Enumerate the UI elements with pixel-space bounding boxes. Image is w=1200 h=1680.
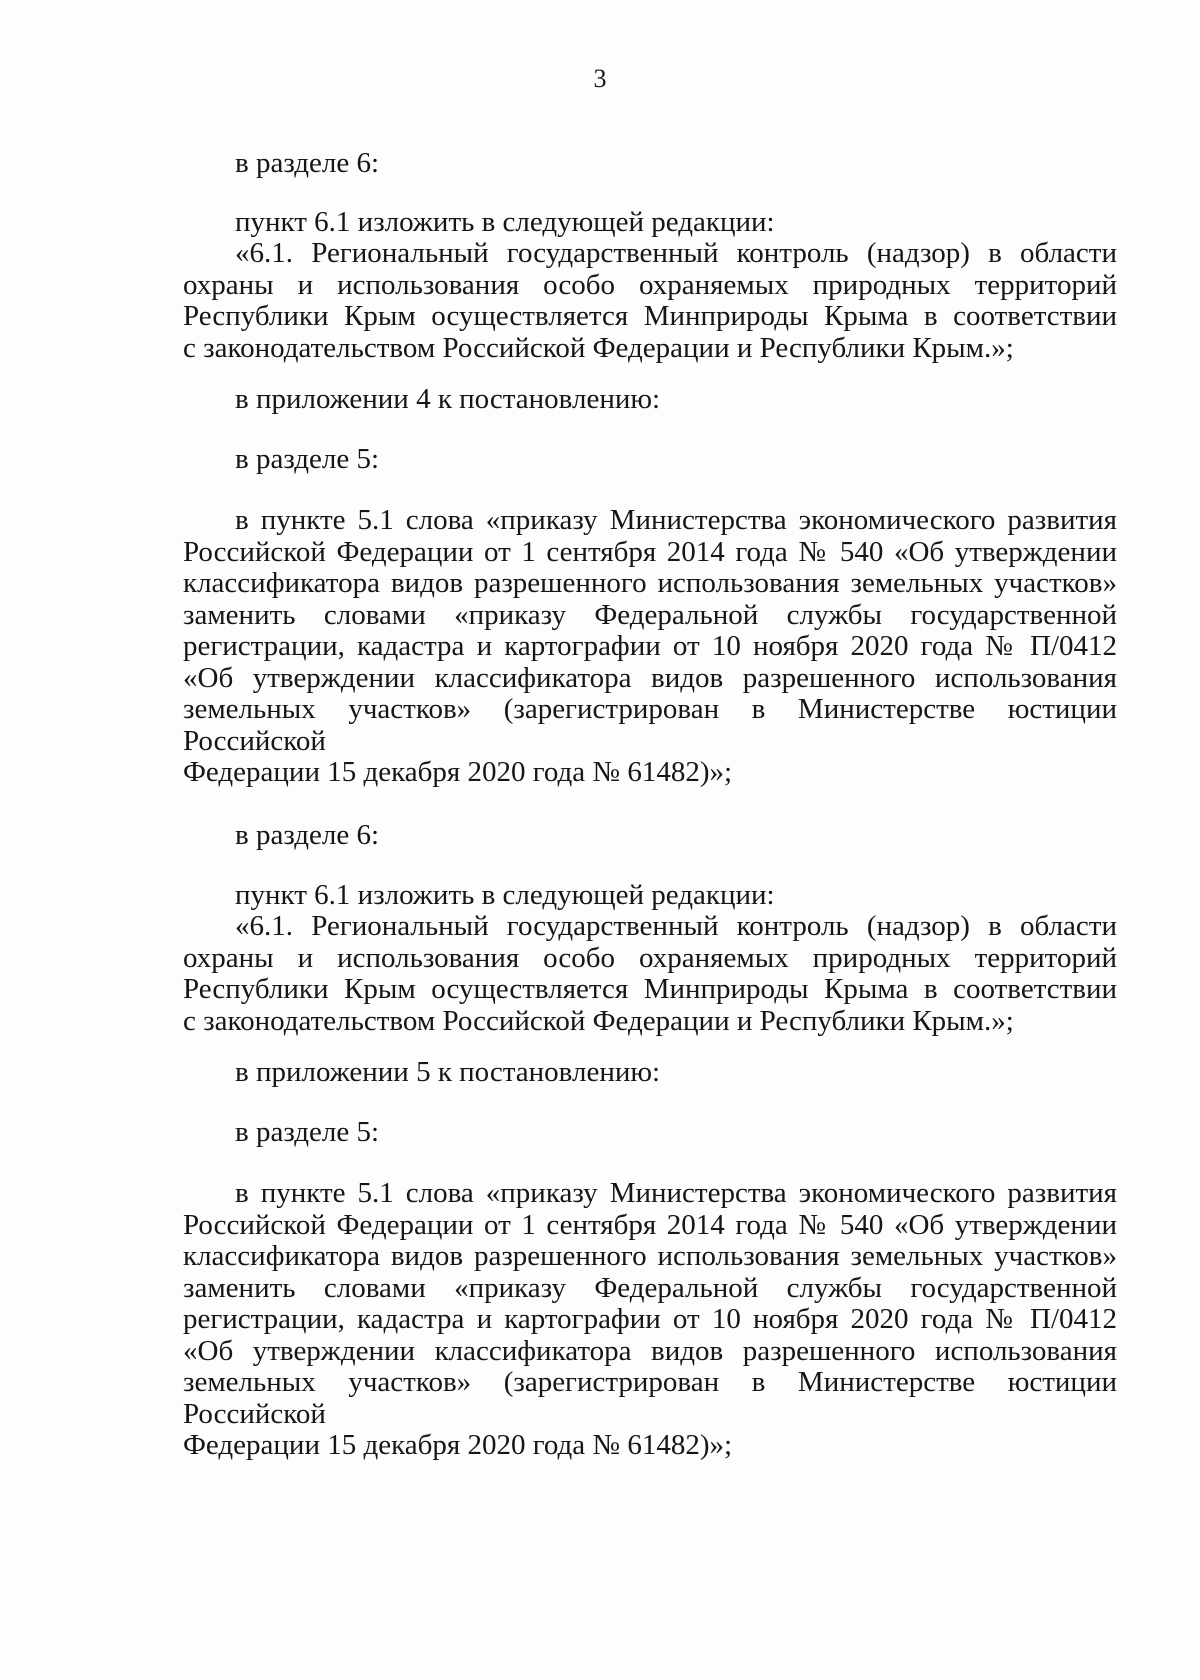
paragraph-line: охраны и использования особо охраняемых природных территорий: [183, 268, 1117, 301]
paragraph-line: классификатора видов разрешенного использования земельных участков»: [183, 567, 1117, 599]
paragraph-line: классификатора видов разрешенного использования земельных участков»: [183, 1240, 1117, 1272]
amendment-paragraph: [183, 505, 1117, 789]
appendix-heading: [183, 1057, 1169, 1089]
paragraph-line: Федерации 15 декабря 2020 года № 61482)»;: [183, 1429, 733, 1461]
paragraph-line: Республики Крым осуществляется Минприроды Крыма в соответствии: [183, 300, 1117, 332]
paragraph-line: Российской Федерации от 1 сентября 2014 года № 540 «Об утверждении: [183, 1208, 1117, 1241]
heading-text: в приложении 4 к постановлению:: [235, 383, 661, 415]
heading-text: в разделе 5:: [235, 1116, 380, 1148]
paragraph-line: заменить словами «приказу Федеральной службы государственной: [183, 1271, 1117, 1304]
heading-text: в разделе 6:: [235, 147, 380, 179]
heading-text: в приложении 5 к постановлению:: [235, 1056, 661, 1088]
paragraph-line: с законодательством Российской Федерации и Республики Крым.»;: [183, 331, 1014, 364]
paragraph-line: земельных участков» (зарегистрирован в Министерстве юстиции Российской: [183, 693, 1117, 757]
paragraph-line: регистрации, кадастра и картографии от 10 ноября 2020 года № П/0412: [183, 1303, 1117, 1335]
section-heading: [183, 444, 1169, 476]
paragraph-line: «6.1. Региональный государственный контроль (надзор) в области: [235, 910, 1117, 942]
heading-text: в разделе 5:: [235, 443, 380, 475]
instruction-heading: [183, 880, 1169, 912]
page-number: 3: [593, 64, 607, 93]
section-heading: [183, 820, 1169, 852]
paragraph-line: заменить словами «приказу Федеральной службы государственной: [183, 598, 1117, 631]
paragraph-line: регистрации, кадастра и картографии от 10 ноября 2020 года № П/0412: [183, 630, 1117, 662]
heading-text: в разделе 6:: [235, 819, 380, 851]
paragraph-line: Республики Крым осуществляется Минприроды Крыма в соответствии: [183, 973, 1117, 1005]
paragraph-line: с законодательством Российской Федерации и Республики Крым.»;: [183, 1004, 1014, 1037]
paragraph-line: Российской Федерации от 1 сентября 2014 года № 540 «Об утверждении: [183, 535, 1117, 568]
amendment-paragraph: [183, 1178, 1117, 1462]
heading-text: пункт 6.1 изложить в следующей редакции:: [235, 206, 775, 238]
instruction-heading: [183, 207, 1169, 239]
section-heading: [183, 148, 1169, 180]
paragraph-line: «Об утверждении классификатора видов разрешенного использования: [183, 661, 1117, 694]
quoted-paragraph: [183, 911, 1117, 1037]
paragraph-line: Федерации 15 декабря 2020 года № 61482)»;: [183, 756, 733, 788]
paragraph-line: в пункте 5.1 слова «приказу Министерства экономического развития: [235, 1177, 1117, 1209]
quoted-paragraph: [183, 238, 1117, 364]
appendix-heading: [183, 384, 1169, 416]
section-heading: [183, 1117, 1169, 1149]
paragraph-line: в пункте 5.1 слова «приказу Министерства экономического развития: [235, 504, 1117, 536]
paragraph-line: земельных участков» (зарегистрирован в Министерстве юстиции Российской: [183, 1366, 1117, 1430]
paragraph-line: «6.1. Региональный государственный контроль (надзор) в области: [235, 237, 1117, 269]
paragraph-line: охраны и использования особо охраняемых природных территорий: [183, 941, 1117, 974]
heading-text: пункт 6.1 изложить в следующей редакции:: [235, 879, 775, 911]
paragraph-line: «Об утверждении классификатора видов разрешенного использования: [183, 1334, 1117, 1367]
